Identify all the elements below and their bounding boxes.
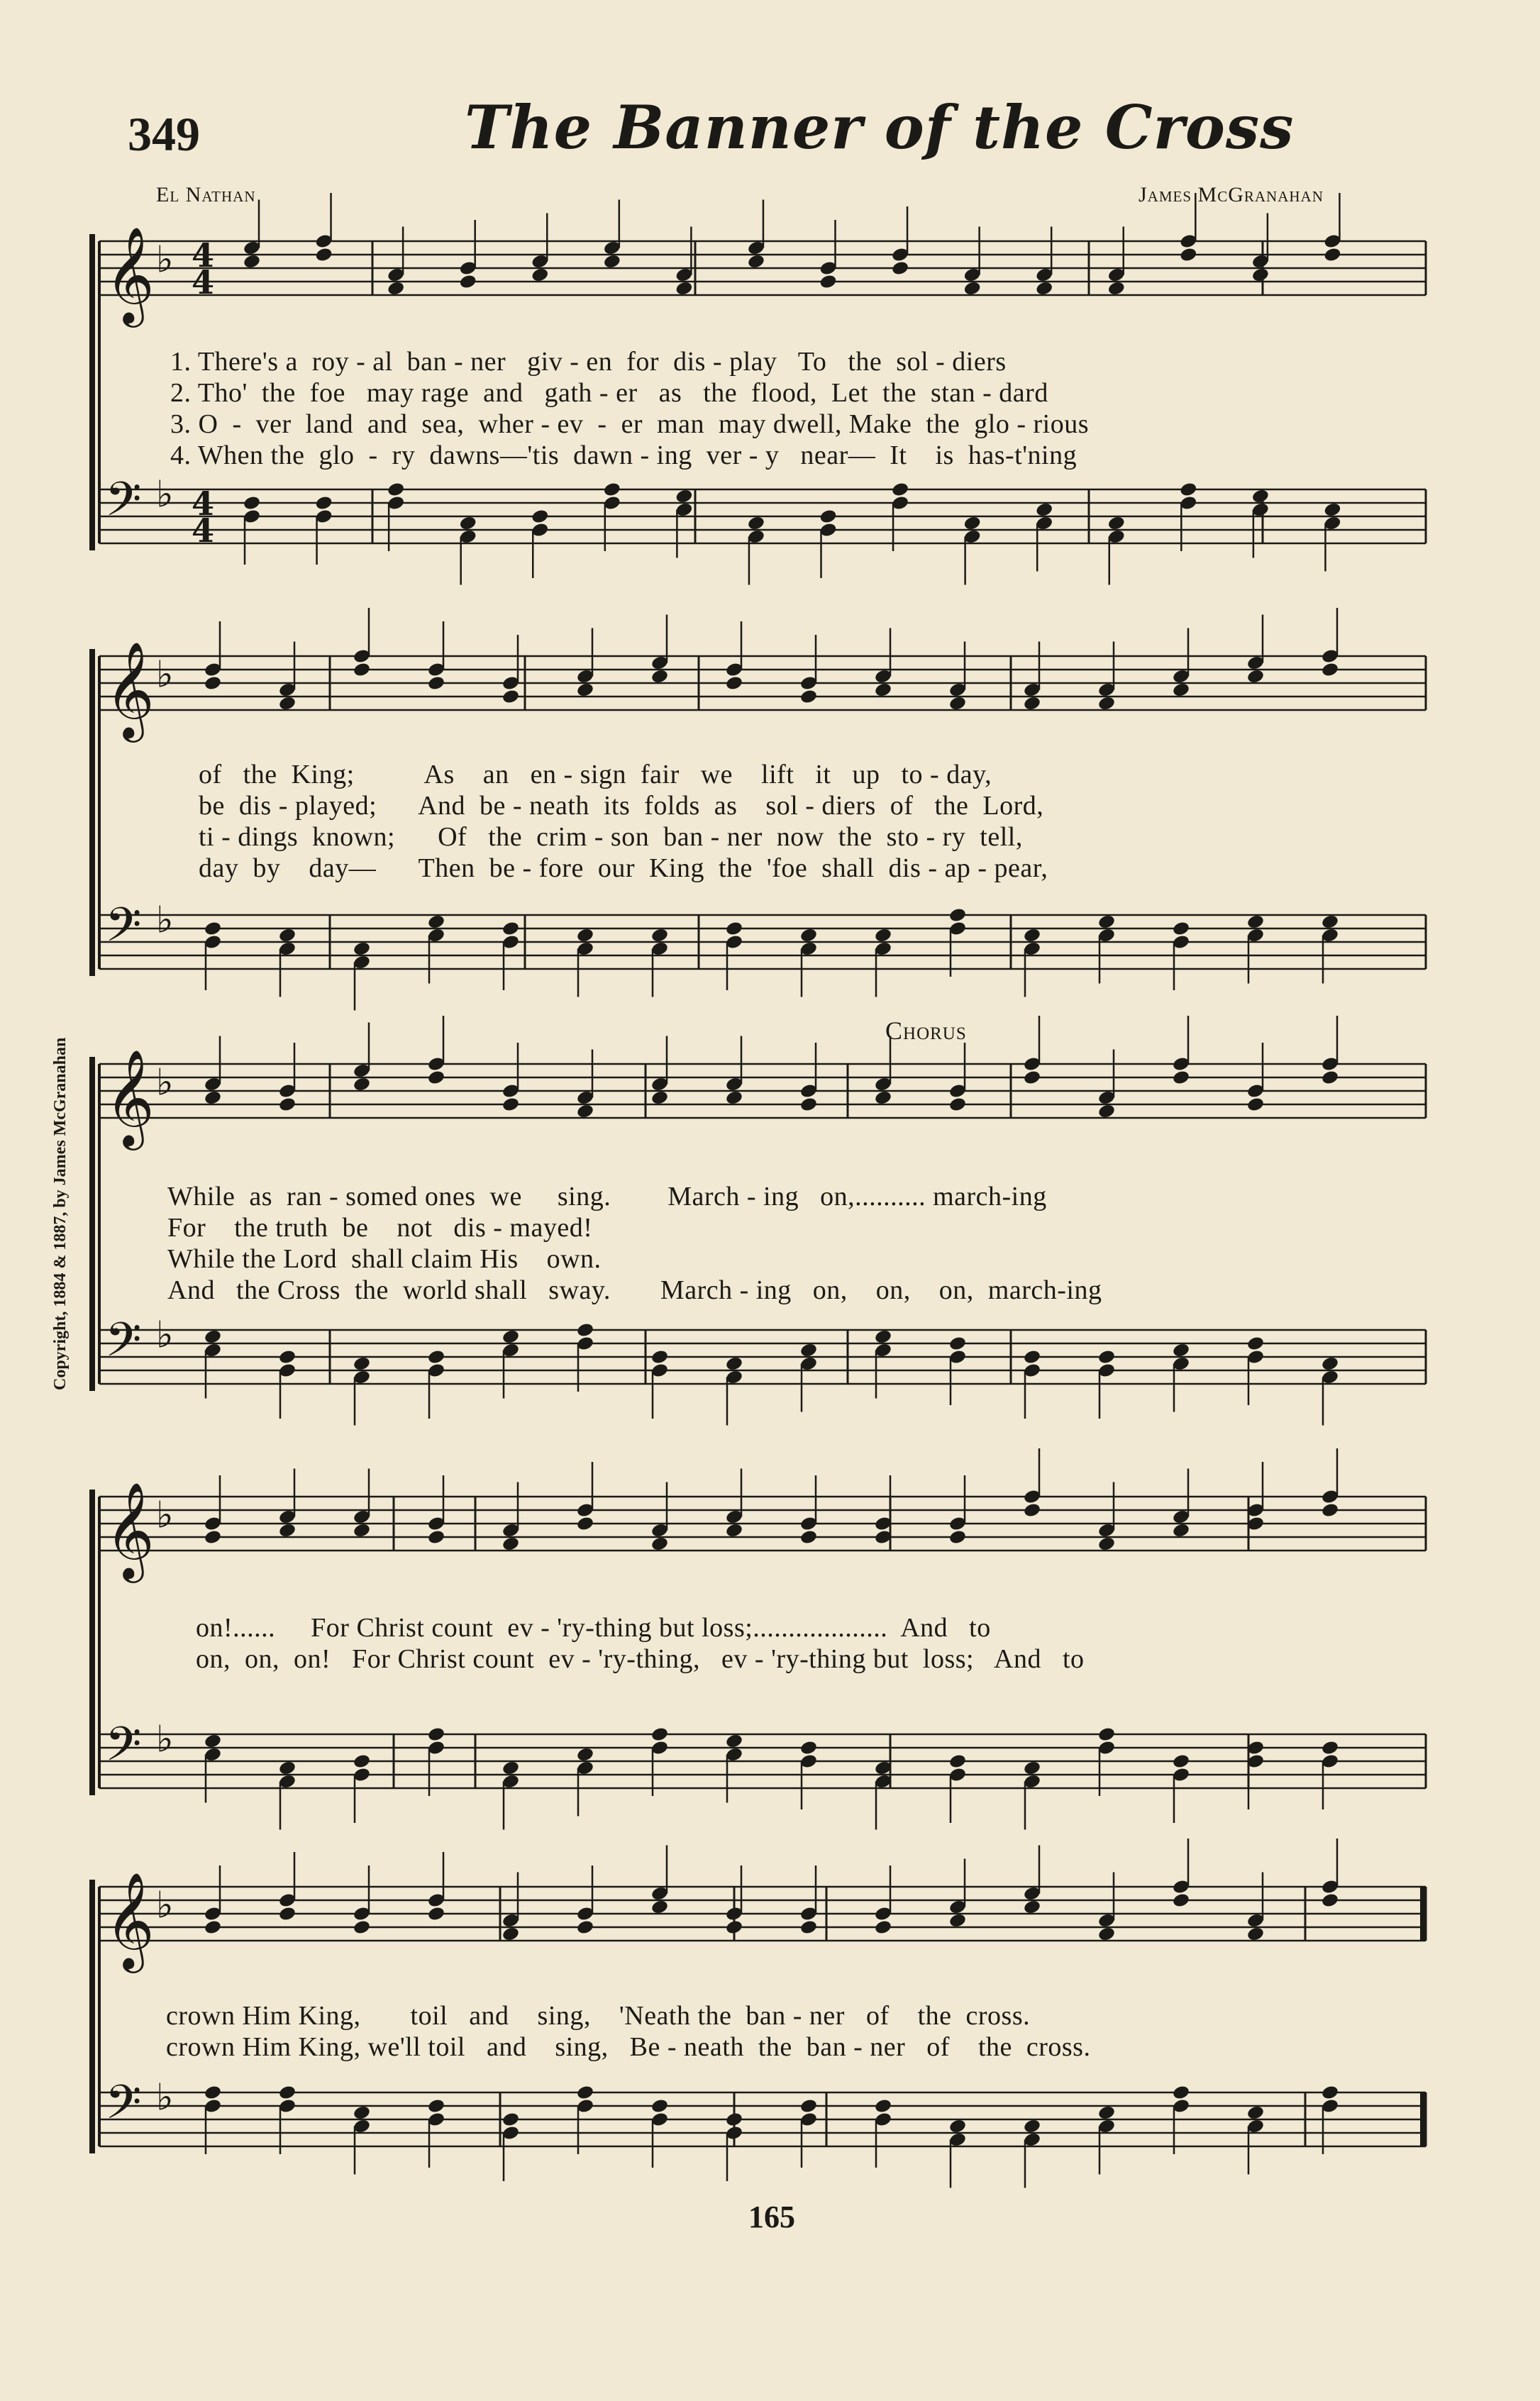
bass-clef: 𝄢	[105, 897, 142, 964]
note-head	[243, 495, 261, 511]
note-head	[799, 1529, 818, 1546]
note-head	[1107, 280, 1126, 296]
note-head	[531, 267, 549, 283]
note-head	[353, 1076, 371, 1092]
note-head	[278, 2085, 297, 2101]
note-head	[1097, 1103, 1116, 1119]
note-head	[1321, 662, 1339, 678]
composer-credit: James McGranahan	[1139, 183, 1324, 206]
note-head	[576, 927, 594, 943]
note-head	[576, 1322, 594, 1338]
note-head	[1246, 1097, 1265, 1113]
lyric-line: be dis - played; And be - neath its folds as sol - diers of the Lord,	[199, 791, 1044, 821]
lyric-line: day by day— Then be - fore our King the 'foe shall dis - ap - pear,	[199, 853, 1048, 883]
note-head	[747, 515, 765, 531]
note-head	[314, 247, 333, 263]
time-signature-denominator: 4	[192, 263, 215, 302]
note-head	[387, 280, 405, 296]
key-signature-flat: ♭	[156, 1884, 174, 1927]
note-head	[576, 1919, 594, 1936]
note-head	[1023, 1760, 1041, 1776]
note-head	[1035, 501, 1053, 518]
lyric-line: While as ran - somed ones we sing. March - ing on,.......... march-ing	[167, 1182, 1047, 1211]
lyric-line: of the King; As an en - sign fair we lift it up to - day,	[199, 760, 992, 789]
note-head	[427, 1726, 445, 1743]
note-head	[278, 695, 297, 711]
note-head	[1246, 914, 1265, 930]
note-head	[1097, 1926, 1116, 1942]
note-head	[1172, 1342, 1190, 1358]
note-head	[1023, 927, 1041, 943]
note-head	[874, 1089, 892, 1106]
note-head	[353, 1355, 371, 1372]
note-head	[799, 1919, 818, 1936]
lyric-line: on!...... For Christ count ev - 'ry-thing but loss;................... And to	[196, 1613, 991, 1643]
note-head	[502, 2112, 520, 2128]
note-head	[1323, 247, 1341, 263]
note-head	[502, 1536, 520, 1552]
lyric-line: While the Lord shall claim His own.	[167, 1244, 602, 1274]
note-head	[603, 482, 621, 498]
note-head	[603, 253, 621, 270]
note-head	[278, 1906, 297, 1922]
key-signature-flat: ♭	[156, 238, 174, 282]
note-head	[948, 1097, 967, 1113]
note-head	[874, 1329, 892, 1345]
final-barline	[1420, 2092, 1426, 2146]
note-head	[353, 2105, 371, 2121]
note-head	[353, 1522, 371, 1538]
time-signature-numerator: 4	[192, 484, 215, 523]
note-head	[1251, 488, 1270, 504]
key-signature-flat: ♭	[156, 1718, 174, 1761]
lyric-line: And the Cross the world shall sway. March - ing on, on, on, march-ing	[167, 1275, 1102, 1305]
note-head	[650, 1089, 669, 1106]
note-head	[948, 2118, 967, 2134]
key-signature-flat: ♭	[156, 653, 174, 697]
note-head	[459, 515, 477, 531]
note-head	[1246, 1926, 1265, 1942]
note-head	[725, 1089, 743, 1106]
note-head	[725, 1355, 743, 1372]
bass-clef: 𝄢	[105, 1312, 142, 1379]
final-barline	[1420, 1887, 1426, 1941]
key-signature-flat: ♭	[156, 1494, 174, 1537]
note-head	[243, 253, 261, 270]
note-head	[1023, 695, 1041, 711]
key-signature-flat: ♭	[156, 899, 174, 942]
note-head	[1097, 2105, 1116, 2121]
note-head	[874, 1919, 892, 1936]
note-head	[819, 274, 837, 290]
note-head	[353, 1919, 371, 1936]
note-head	[427, 1906, 445, 1922]
note-head	[675, 488, 693, 504]
note-head	[650, 2098, 669, 2114]
note-head	[1321, 1502, 1339, 1519]
copyright-notice: Copyright, 1884 & 1887, by James McGranahan	[51, 1037, 70, 1390]
note-head	[1321, 1740, 1339, 1756]
note-head	[353, 941, 371, 957]
note-head	[427, 2098, 445, 2114]
note-head	[874, 2098, 892, 2114]
note-head	[725, 2112, 743, 2128]
note-head	[1023, 1349, 1041, 1365]
note-head	[576, 1516, 594, 1532]
note-head	[650, 1349, 669, 1365]
note-head	[576, 1746, 594, 1763]
note-head	[278, 1349, 297, 1365]
note-head	[725, 921, 743, 937]
note-head	[1321, 914, 1339, 930]
note-head	[531, 509, 549, 525]
note-head	[204, 921, 222, 937]
note-head	[314, 495, 333, 511]
treble-clef: 𝄞	[105, 640, 155, 738]
note-head	[948, 907, 967, 924]
note-head	[725, 1522, 743, 1538]
treble-clef: 𝄞	[105, 225, 155, 323]
note-head	[1172, 1070, 1190, 1086]
note-head	[204, 1529, 222, 1546]
treble-clef: 𝄞	[105, 1480, 155, 1579]
note-head	[204, 1329, 222, 1345]
note-head	[427, 675, 445, 692]
note-head	[576, 682, 594, 698]
note-head	[1246, 2105, 1265, 2121]
note-head	[1023, 1070, 1041, 1086]
note-head	[799, 1740, 818, 1756]
note-head	[576, 2085, 594, 2101]
treble-clef: 𝄞	[105, 1870, 155, 1969]
note-head	[675, 280, 693, 296]
note-head	[204, 675, 222, 692]
note-head	[1321, 1355, 1339, 1372]
note-head	[1097, 1726, 1116, 1743]
note-head	[799, 2098, 818, 2114]
note-head	[204, 1733, 222, 1749]
note-head	[427, 1070, 445, 1086]
note-head	[1172, 1753, 1190, 1770]
author-credit: El Nathan	[156, 183, 256, 206]
note-head	[650, 927, 669, 943]
note-head	[948, 695, 967, 711]
note-head	[502, 921, 520, 937]
time-signature-numerator: 4	[192, 236, 215, 275]
note-head	[278, 1760, 297, 1776]
note-head	[1097, 914, 1116, 930]
note-head	[891, 260, 909, 277]
bass-clef: 𝄢	[105, 1717, 142, 1783]
hymn-title: The Banner of the Cross	[465, 92, 1295, 162]
note-head	[502, 1329, 520, 1345]
note-head	[576, 1103, 594, 1119]
lyric-line: 4. When the glo - ry dawns—'tis dawn - ing ver - y near— It is has-t'ning	[170, 440, 1078, 470]
note-head	[204, 2085, 222, 2101]
note-head	[204, 1919, 222, 1936]
note-head	[1172, 1892, 1190, 1909]
note-head	[353, 662, 371, 678]
note-head	[353, 1753, 371, 1770]
note-head	[725, 1733, 743, 1749]
note-head	[650, 1726, 669, 1743]
lyric-line: 3. O - ver land and sea, wher - ev - er man may dwell, Make the glo - rious	[170, 409, 1090, 439]
key-signature-flat: ♭	[156, 1061, 174, 1104]
note-head	[650, 1899, 669, 1915]
lyric-line: ti - dings known; Of the crim - son ban - ner now the sto - ry tell,	[199, 822, 1023, 852]
note-head	[1321, 1892, 1339, 1909]
lyric-line: For the truth be not dis - mayed!	[167, 1213, 593, 1243]
note-head	[278, 1522, 297, 1538]
note-head	[799, 1342, 818, 1358]
note-head	[502, 1097, 520, 1113]
note-head	[427, 1529, 445, 1546]
note-head	[963, 515, 982, 531]
note-head	[1097, 1349, 1116, 1365]
note-head	[204, 1089, 222, 1106]
key-signature-flat: ♭	[156, 473, 174, 516]
note-head	[502, 1926, 520, 1942]
note-head	[747, 253, 765, 270]
note-head	[1172, 921, 1190, 937]
note-head	[387, 482, 405, 498]
note-head	[948, 1336, 967, 1352]
note-head	[1023, 2118, 1041, 2134]
note-head	[1179, 247, 1197, 263]
note-head	[1172, 1522, 1190, 1538]
note-head	[650, 1536, 669, 1552]
lyric-line: 2. Tho' the foe may rage and gath - er as the flood, Let the stan - dard	[170, 378, 1048, 408]
note-head	[1246, 1336, 1265, 1352]
time-signature-denominator: 4	[192, 511, 215, 550]
note-head	[650, 668, 669, 684]
lyric-line: on, on, on! For Christ count ev - 'ry-thing, ev - 'ry-thing but loss; And to	[196, 1644, 1085, 1674]
chorus-label: Chorus	[885, 1016, 967, 1045]
lyric-line: 1. There's a roy - al ban - ner giv - en for dis - play To the sol - diers	[170, 347, 1007, 377]
note-head	[1179, 482, 1197, 498]
note-head	[799, 689, 818, 705]
note-head	[459, 274, 477, 290]
key-signature-flat: ♭	[156, 1314, 174, 1357]
note-head	[1097, 695, 1116, 711]
note-head	[1023, 1899, 1041, 1915]
key-signature-flat: ♭	[156, 2076, 174, 2119]
bass-clef: 𝄢	[105, 2075, 142, 2141]
note-head	[1323, 501, 1341, 518]
page-number: 165	[748, 2200, 795, 2234]
note-head	[427, 914, 445, 930]
note-head	[1321, 1070, 1339, 1086]
note-head	[948, 1753, 967, 1770]
note-head	[427, 1349, 445, 1365]
note-head	[278, 1097, 297, 1113]
note-head	[874, 927, 892, 943]
note-head	[278, 927, 297, 943]
note-head	[1251, 267, 1270, 283]
note-head	[502, 689, 520, 705]
note-head	[948, 1912, 967, 1929]
note-head	[963, 280, 982, 296]
note-head	[725, 1919, 743, 1936]
treble-clef: 𝄞	[105, 1048, 155, 1146]
note-head	[1035, 280, 1053, 296]
note-head	[948, 1529, 967, 1546]
note-head	[799, 927, 818, 943]
note-head	[502, 1760, 520, 1776]
lyric-line: crown Him King, we'll toil and sing, Be - neath the ban - ner of the cross.	[166, 2032, 1091, 2062]
note-head	[725, 675, 743, 692]
note-head	[819, 509, 837, 525]
note-head	[1246, 668, 1265, 684]
hymn-number: 349	[128, 107, 200, 161]
note-head	[891, 482, 909, 498]
note-head	[874, 682, 892, 698]
note-head	[1023, 1502, 1041, 1519]
note-head	[1321, 2085, 1339, 2101]
bass-clef: 𝄢	[105, 472, 142, 538]
note-head	[799, 1097, 818, 1113]
note-head	[1097, 1536, 1116, 1552]
lyric-line: crown Him King, toil and sing, 'Neath the ban - ner of the cross.	[166, 2001, 1031, 2031]
note-head	[1107, 515, 1126, 531]
note-head	[1172, 682, 1190, 698]
note-head	[1172, 2085, 1190, 2101]
